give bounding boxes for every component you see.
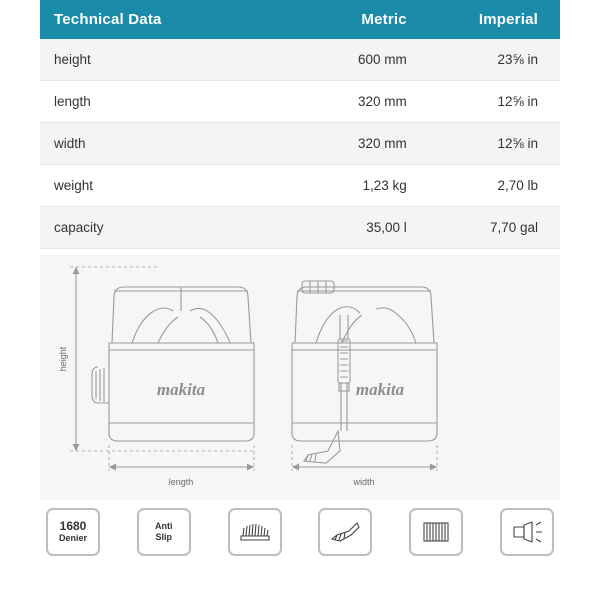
dimension-label-width: width — [353, 477, 375, 487]
dimension-label-length: length — [168, 477, 194, 487]
row-metric-weight: 1,23 kg — [279, 165, 425, 207]
table-body — [40, 39, 560, 249]
table-row — [40, 165, 560, 207]
row-label-length: length — [40, 81, 279, 123]
led-light-icon — [500, 508, 554, 556]
brand-text-side: makita — [355, 380, 405, 399]
row-label-capacity: capacity — [40, 207, 279, 249]
table-row — [40, 207, 560, 249]
filter-icon — [409, 508, 463, 556]
table-header — [40, 0, 560, 39]
anti-slip-badge — [137, 508, 191, 556]
row-metric-capacity: 35,00 l — [279, 207, 425, 249]
row-imperial-length: 12⅝ in — [425, 81, 560, 123]
row-label-width: width — [40, 123, 279, 165]
column-header-imperial: Imperial — [425, 0, 560, 39]
column-header-technical-data: Technical Data — [40, 0, 279, 39]
row-imperial-weight: 2,70 lb — [425, 165, 560, 207]
feature-badges — [40, 508, 560, 556]
product-technical-drawing — [40, 255, 560, 500]
table-row — [40, 123, 560, 165]
column-header-metric: Metric — [279, 0, 425, 39]
denier-label: Denier — [58, 533, 87, 543]
dimension-label-height: height — [58, 346, 68, 372]
row-metric-width: 320 mm — [279, 123, 425, 165]
denier-badge — [46, 508, 100, 556]
denier-value: 1680 — [59, 519, 87, 533]
brand-text-front: makita — [156, 380, 206, 399]
row-label-height: height — [40, 39, 279, 81]
row-label-weight: weight — [40, 165, 279, 207]
anti-slip-line1: Anti — [155, 521, 173, 531]
nozzle-icon — [318, 508, 372, 556]
row-imperial-height: 23⅝ in — [425, 39, 560, 81]
row-metric-height: 600 mm — [279, 39, 425, 81]
row-imperial-width: 12⅝ in — [425, 123, 560, 165]
table-row — [40, 39, 560, 81]
table-row — [40, 81, 560, 123]
brush-base-icon — [228, 508, 282, 556]
row-metric-length: 320 mm — [279, 81, 425, 123]
table-header-row — [40, 0, 560, 39]
row-imperial-capacity: 7,70 gal — [425, 207, 560, 249]
anti-slip-line2: Slip — [155, 532, 173, 542]
technical-data-table — [40, 0, 560, 249]
